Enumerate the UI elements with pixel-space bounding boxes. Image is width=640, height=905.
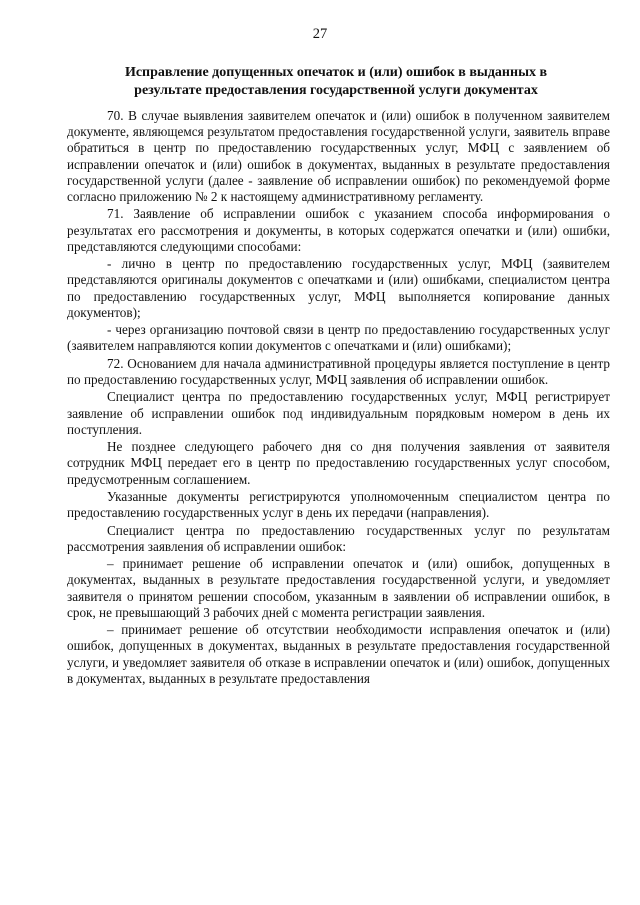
list-item-refusal-decision: – принимает решение об отсутствии необходимости исправления опечаток и (или) ошибок, допущенных в документах, выданных в результате предоставления государственной услуги, и уведомляет заявителя об отказе в исправлении опечаток и (или) ошибок, допущенных в документах, выданных в результате предоставления bbox=[67, 622, 610, 686]
page-number: 27 bbox=[312, 26, 328, 42]
paragraph-review-results: Специалист центра по предоставлению государственных услуг по результатам рассмотрения заявления об исправлении ошибок: bbox=[67, 522, 610, 554]
list-item-correction-decision: – принимает решение об исправлении опечаток и (или) ошибок, допущенных в документах, выданных в результате предоставления государственной услуги, и уведомляет заявителя о принятом решении способом, указанным в заявлении об исправлении ошибок, в срок, не превышающий 3 рабочих дней с момента регистрации заявления. bbox=[67, 556, 610, 620]
paragraph-72: 72. Основанием для начала административной процедуры является поступление в центр по предоставлению государственных услуг, МФЦ заявления об исправлении ошибок. bbox=[67, 355, 610, 387]
paragraph-transfer: Не позднее следующего рабочего дня со дня получения заявления от заявителя сотрудник МФЦ передает его в центр по предоставлению государственных услуг способом, предусмотренным соглашением. bbox=[67, 439, 610, 487]
list-item-by-post: - через организацию почтовой связи в центр по предоставлению государственных услуг (заявителем направляются копии документов с опечатками и (или) ошибками); bbox=[67, 322, 610, 354]
paragraph-71: 71. Заявление об исправлении ошибок с указанием способа информирования о результатах его рассмотрения и документы, в которых содержатся опечатки и (или) ошибки, представляются следующими способами: bbox=[67, 206, 610, 254]
paragraph-registration: Специалист центра по предоставлению государственных услуг, МФЦ регистрирует заявление об исправлении ошибок под индивидуальным порядковым номером в день их поступления. bbox=[67, 389, 610, 437]
list-item-in-person: - лично в центр по предоставлению государственных услуг, МФЦ (заявителем представляются оригиналы документов с опечатками и (или) ошибками, специалистом центра по предоставлению государственных услуг, МФЦ выполняется копирование данных документов); bbox=[67, 256, 610, 320]
paragraph-documents-registered: Указанные документы регистрируются уполномоченным специалистом центра по предоставлению государственных услуг в день их передачи (направления). bbox=[67, 488, 610, 521]
document-body bbox=[67, 108, 610, 688]
section-title: Исправление допущенных опечаток и (или) ошибок в выданных в результате предоставления государственной услуги документах bbox=[124, 65, 548, 98]
paragraph-70: 70. В случае выявления заявителем опечаток и (или) ошибок в полученном заявителем документе, являющемся результатом предоставления государственной услуги, заявитель вправе обратиться в центр по предоставлению государственных услуг, МФЦ с заявлением об исправлении опечаток и (или) ошибок в документах, выданных в результате предоставления государственной услуги (далее - заявление об исправлении ошибок) по рекомендуемой форме согласно приложению № 2 к настоящему административному регламенту. bbox=[67, 108, 610, 205]
